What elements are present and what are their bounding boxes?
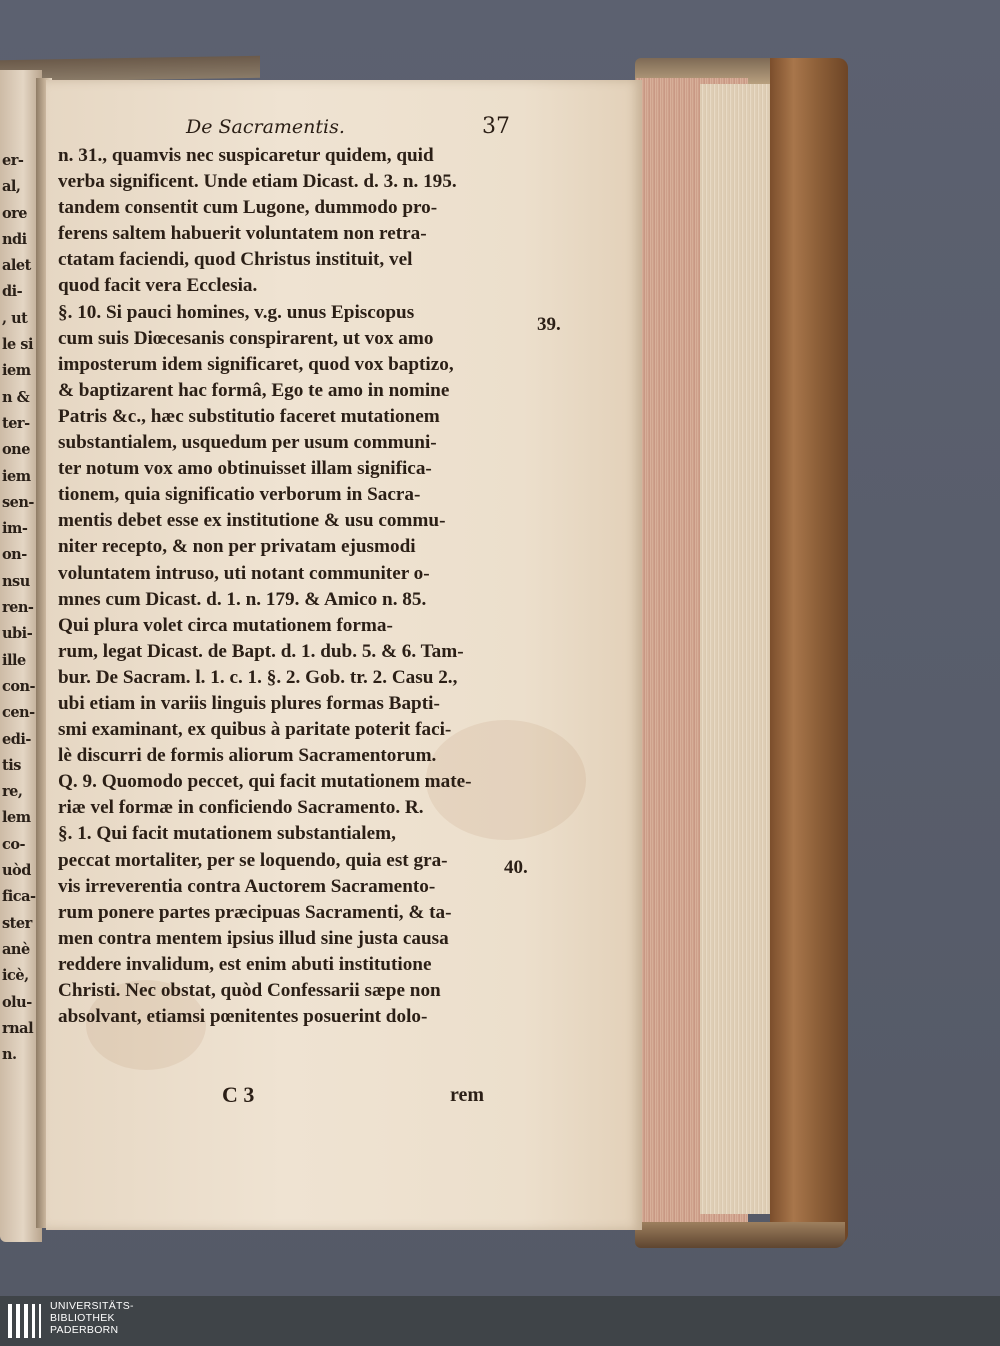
left-page-fragment: ille [2,651,26,669]
footer-bar [0,1296,1000,1346]
left-page-fragment: nsu [2,572,30,590]
left-page-fragments [2,148,38,1068]
library-line: UNIVERSITÄTS- [50,1300,134,1312]
left-page-fragment: , ut [2,309,28,327]
library-line: PADERBORN [50,1324,119,1336]
library-logo-icon [8,1304,44,1338]
left-page-fragment: ndi [2,230,27,248]
text-line: ter notum vox amo obtinuisset illam significa- [58,458,432,480]
text-line: verba significent. Unde etiam Dicast. d. 3. n. 195. [58,171,457,193]
left-page-fragment: iem [2,467,31,485]
left-page-fragment: n. [2,1046,17,1064]
left-page-fragment: re, [2,783,23,801]
text-line: imposterum idem significaret, quod vox baptizo, [58,353,454,375]
leather-cover [770,58,848,1244]
left-page-fragment: ubi- [2,625,33,643]
text-line: mnes cum Dicast. d. 1. n. 179. & Amico n. 85. [58,588,427,610]
left-page-fragment: co- [2,835,26,853]
text-line: vis irreverentia contra Auctorem Sacramento- [58,875,436,897]
text-line: Q. 9. Quomodo peccet, qui facit mutationem mate- [58,771,472,793]
catchword: rem [450,1084,485,1106]
left-page-fragment: rnal [2,1019,34,1037]
text-line: Patris &c., hæc substitutio faceret mutationem [58,405,440,427]
left-page-fragment: fica- [2,888,36,906]
text-line: bur. De Sacram. l. 1. c. 1. §. 2. Gob. tr. 2. Casu 2., [58,666,458,688]
text-line: riæ vel formæ in conficiendo Sacramento. R. [58,797,424,819]
text-line: voluntatem intruso, uti notant communiter o- [58,562,430,584]
text-line: ferens saltem habuerit voluntatem non retra- [58,223,427,245]
left-page-fragment: er- [2,152,24,169]
left-page-fragment: uòd [2,862,31,880]
text-line: §. 10. Si pauci homines, v.g. unus Episcopus [58,301,415,323]
library-line: BIBLIOTHEK [50,1312,115,1324]
left-page-fragment: im- [2,520,28,538]
text-line: lè discurri de formis aliorum Sacramentorum. [58,745,437,767]
left-page-fragment: ster [2,914,32,932]
left-page-fragment: ter- [2,414,30,432]
text-line: quod facit vera Ecclesia. [58,275,258,297]
margin-number-39: 39. [537,314,561,335]
text-line: ubi etiam in variis linguis plures formas Bapti- [58,692,440,714]
text-line: tandem consentit cum Lugone, dummodo pro- [58,197,438,219]
text-line: smi examinant, ex quibus à paritate poterit faci- [58,719,452,741]
text-line: rum, legat Dicast. de Bapt. d. 1. dub. 5. & 6. Tam- [58,640,464,662]
left-page-fragment: le si [2,336,33,354]
left-page-fragment: al, [2,178,21,196]
text-line: absolvant, etiamsi pœnitentes posuerint dolo- [58,1006,428,1028]
running-head: De Sacramentis. [186,116,345,138]
text-line: peccat mortaliter, per se loquendo, quia est gra- [58,849,448,871]
left-page-fragment: anè [2,940,30,958]
page-edges-light [700,84,770,1214]
left-page-fragment: olu- [2,993,32,1011]
text-line: Qui plura volet circa mutationem forma- [58,614,393,636]
text-line: Christi. Nec obstat, quòd Confessarii sæpe non [58,980,441,1001]
text-line: & baptizarent hac formâ, Ego te amo in nomine [58,379,450,401]
left-page-fragment: on- [2,546,27,564]
left-page-fragment: ore [2,204,28,222]
text-line: §. 1. Qui facit mutationem substantialem, [58,823,396,845]
body-text [58,143,528,1030]
left-page-fragment: di- [2,283,23,301]
signature-mark: C 3 [222,1082,255,1107]
left-page-fragment: sen- [2,493,34,511]
text-line: mentis debet esse ex institutione & usu commu- [58,510,446,532]
left-page-fragment: con- [2,677,36,695]
text-line: substantialem, usquedum per usum communi- [58,432,437,454]
text-line: men contra mentem ipsius illud sine justa causa [58,927,449,949]
text-line: cum suis Diœcesanis conspirarent, ut vox amo [58,327,434,349]
left-page-fragment: alet [2,257,31,275]
text-line: rum ponere partes præcipuas Sacramenti, & ta- [58,901,452,923]
text-line: niter recepto, & non per privatam ejusmodi [58,536,416,558]
left-page-fragment: n & [2,388,30,406]
left-page-fragment: tis [2,756,21,774]
margin-number-40: 40. [504,857,528,878]
text-line: reddere invalidum, est enim abuti institutione [58,953,432,975]
library-name [50,1300,134,1336]
cover-bottom [635,1222,845,1248]
text-line: tionem, quia significatio verborum in Sacra- [58,484,421,506]
text-line: ctatam faciendi, quod Christus instituit, vel [58,249,413,271]
left-page-fragment: lem [2,809,31,827]
text-line: n. 31., quamvis nec suspicaretur quidem, quid [58,145,434,166]
left-page-fragment: cen- [2,704,35,722]
left-page-fragment: icè, [2,967,29,985]
left-page-fragment: ren- [2,599,34,617]
left-page-fragment: one [2,441,30,459]
left-page-fragment: iem [2,362,31,380]
left-page-fragment: edi- [2,730,31,748]
page-number: 37 [482,114,510,139]
